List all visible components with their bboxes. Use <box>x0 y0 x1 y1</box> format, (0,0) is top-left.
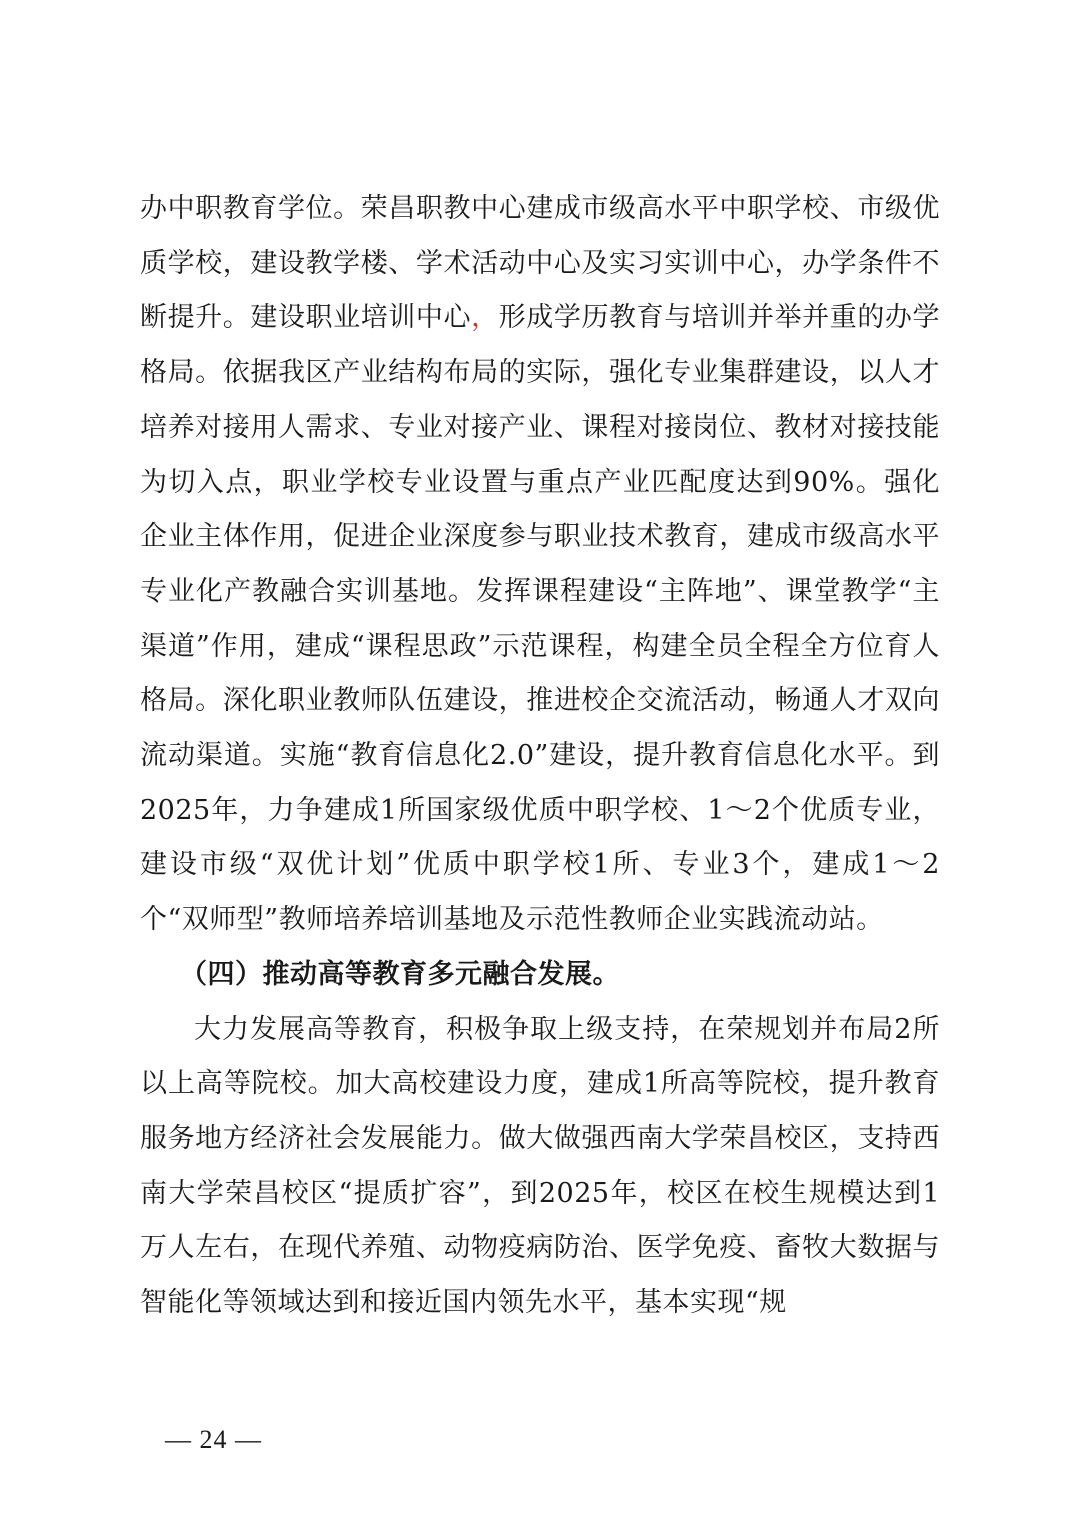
paragraph-higher-education: 大力发展高等教育，积极争取上级支持，在荣规划并布局2所以上高等院校。加大高校建设力度，建成1所高等院校，提升教育服务地方经济社会发展能力。做大做强西南大学荣昌校区，支持西南大学荣昌校区“提质扩容”，到2025年，校区在校生规模达到1万人左右，在现代养殖、动物疫病防治、医学免疫、畜牧大数据与智能化等领域达到和接近国内领先水平，基本实现“规 <box>140 1013 940 1319</box>
page-number: — 24 — <box>165 1425 262 1454</box>
section-heading: （四）推动高等教育多元融合发展。 <box>180 958 620 990</box>
paragraph-text-part2: 形成学历教育与培训并举并重的办学格局。依据我区产业结构布局的实际，强化专业集群建设，以人才培养对接用人需求、专业对接产业、课程对接岗位、教材对接技能为切入点，职业学校专业设置与重点产业匹配度达到90%。强化企业主体作用，促进企业深度参与职业技术教育，建成市级高水平专业化产教融合实训基地。发挥课程建设“主阵地”、课堂教学“主渠道”作用，建成“课程思政”示范课程，构建全员全程全方位育人格局。深化职业教师队伍建设，推进校企交流活动，畅通人才双向流动渠道。实施“教育信息化2.0”建设，提升教育信息化水平。到2025年，力争建成1所国家级优质中职学校、1～2个优质专业，建设市级“双优计划”优质中职学校1所、专业3个，建成1～2个“双师型”教师培养培训基地及示范性教师企业实践流动站。 <box>140 302 941 936</box>
paragraph-text-part1: 办中职教育学位。荣昌职教中心建成市级高水平中职学校、市级优质学校，建设教学楼、学术活动中心及实习实训中心，办学条件不断提升。建设职业培训中心 <box>140 193 940 334</box>
body-text <box>140 182 940 1331</box>
red-comma-mark: ， <box>471 302 499 334</box>
paragraph-vocational-education <box>140 182 940 948</box>
